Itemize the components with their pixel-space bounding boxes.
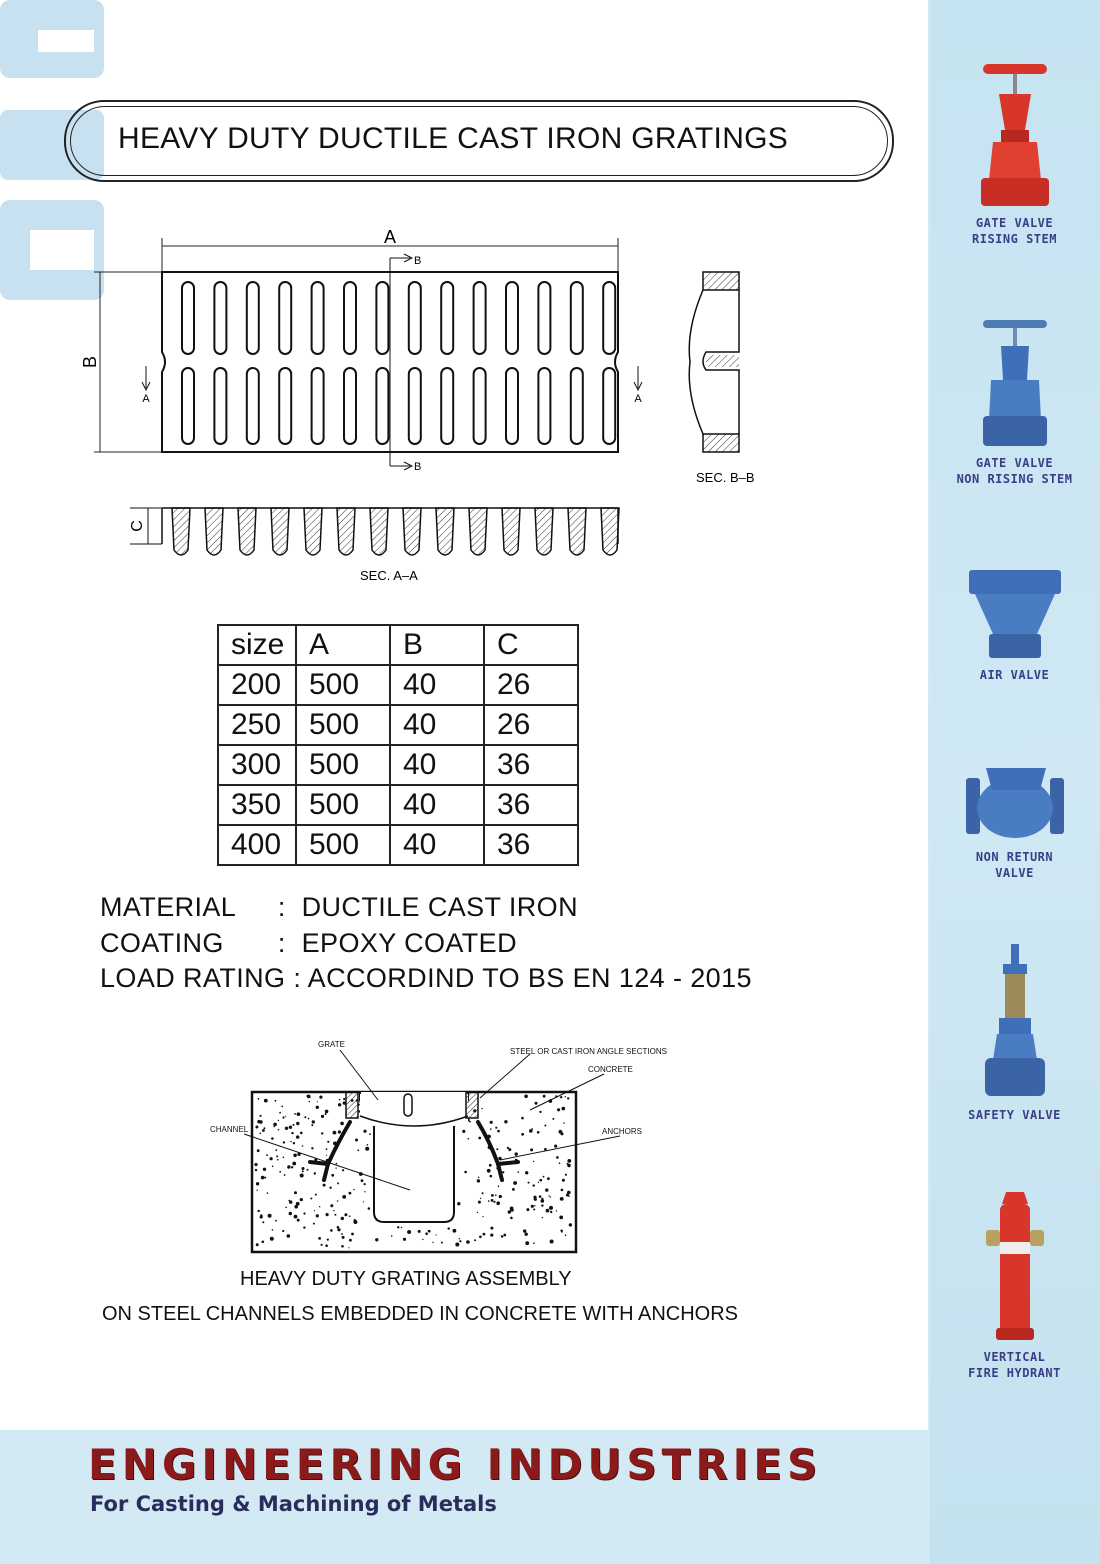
grating-slot	[247, 368, 259, 444]
angle-section-left	[346, 1092, 358, 1118]
table-cell: 36	[484, 785, 578, 825]
product-label: RISING STEM	[972, 232, 1057, 246]
grating-slot	[474, 368, 486, 444]
product-fire-hydrant	[942, 1188, 1087, 1381]
table-header-row	[218, 625, 578, 665]
label-channel: CHANNEL	[210, 1125, 249, 1134]
grating-slot	[279, 368, 291, 444]
property-material	[100, 890, 752, 926]
table-cell: 500	[296, 785, 390, 825]
sec-b-marker-bottom: B	[414, 461, 422, 473]
angle-section-right	[466, 1092, 478, 1118]
table-cell: 40	[390, 705, 484, 745]
grating-slot	[214, 368, 226, 444]
product-label: GATE VALVE	[975, 456, 1054, 470]
table-cell: 400	[218, 825, 296, 865]
property-coating	[100, 926, 752, 962]
property-load-rating	[100, 961, 752, 997]
table-row	[218, 745, 578, 785]
property-value: DUCTILE CAST IRON	[301, 892, 578, 922]
table-cell: 300	[218, 745, 296, 785]
safety-valve-icon	[975, 942, 1055, 1102]
table-row	[218, 705, 578, 745]
property-sep: :	[277, 927, 286, 958]
section-aa-tooth	[370, 508, 388, 555]
sec-aa-label: SEC. A–A	[360, 568, 418, 583]
section-aa-tooth	[535, 508, 553, 555]
grate-bar	[404, 1094, 412, 1116]
property-key: COATING	[100, 927, 224, 958]
table-cell: 500	[296, 665, 390, 705]
grating-slot	[376, 282, 388, 354]
property-sep: :	[293, 963, 302, 993]
sec-a-marker-right: A	[634, 393, 642, 405]
dim-c-label: C	[129, 520, 146, 532]
product-label: AIR VALVE	[979, 668, 1050, 682]
table-cell: 36	[484, 825, 578, 865]
table-cell: 40	[390, 745, 484, 785]
table-header-cell: B	[390, 625, 484, 665]
grating-slot	[344, 282, 356, 354]
product-label: NON RISING STEM	[956, 472, 1073, 486]
table-cell: 500	[296, 825, 390, 865]
grating-slot	[571, 282, 583, 354]
product-label: VERTICAL	[983, 1350, 1046, 1364]
grating-slot	[506, 368, 518, 444]
product-label: VALVE	[995, 866, 1034, 880]
product-label: FIRE HYDRANT	[968, 1366, 1061, 1380]
fire-hydrant-icon	[980, 1188, 1050, 1344]
grating-slot	[312, 282, 324, 354]
non-return-valve-icon	[960, 750, 1070, 844]
assembly-subcaption: ON STEEL CHANNELS EMBEDDED IN CONCRETE WITH ANCHORS	[102, 1303, 739, 1325]
grating-slot	[214, 282, 226, 354]
grating-slot	[279, 282, 291, 354]
sec-a-marker-left: A	[142, 393, 150, 405]
size-table	[217, 624, 579, 866]
table-header-cell: C	[484, 625, 578, 665]
grating-drawing	[0, 0, 930, 600]
label-grate: GRATE	[318, 1040, 345, 1049]
table-header-cell: size	[218, 625, 296, 665]
section-aa-tooth	[436, 508, 454, 555]
table-cell: 200	[218, 665, 296, 705]
dim-a-label: A	[383, 227, 397, 247]
grating-slot	[538, 282, 550, 354]
table-cell: 26	[484, 705, 578, 745]
grating-slot	[344, 368, 356, 444]
grating-slot	[409, 368, 421, 444]
section-aa-tooth	[205, 508, 223, 555]
grating-slot	[506, 282, 518, 354]
section-aa-tooth	[568, 508, 586, 555]
section-aa-profile	[162, 508, 619, 555]
product-safety-valve	[942, 942, 1087, 1123]
grating-slot	[474, 282, 486, 354]
company-name: ENGINEERING INDUSTRIES	[88, 1440, 823, 1489]
sec-bb-label: SEC. B–B	[696, 470, 755, 485]
grating-slot	[182, 282, 194, 354]
material-properties	[100, 890, 752, 997]
grating-slot	[247, 282, 259, 354]
grating-slot	[441, 282, 453, 354]
table-header-cell: A	[296, 625, 390, 665]
grating-slot	[571, 368, 583, 444]
table-row	[218, 825, 578, 865]
property-sep: :	[277, 892, 286, 922]
assembly-caption: HEAVY DUTY GRATING ASSEMBLY	[240, 1268, 572, 1290]
grating-slot	[603, 368, 615, 444]
table-cell: 40	[390, 785, 484, 825]
section-aa-tooth	[601, 508, 619, 555]
grating-slot	[182, 368, 194, 444]
table-cell: 40	[390, 825, 484, 865]
table-cell: 36	[484, 745, 578, 785]
grating-slot	[312, 368, 324, 444]
property-value: EPOXY COATED	[301, 927, 517, 958]
section-aa-tooth	[238, 508, 256, 555]
table-cell: 500	[296, 705, 390, 745]
product-air-valve	[942, 566, 1087, 683]
page-title: HEAVY DUTY DUCTILE CAST IRON GRATINGS	[118, 122, 789, 155]
company-tagline: For Casting & Machining of Metals	[90, 1492, 497, 1516]
product-label: SAFETY VALVE	[968, 1108, 1061, 1122]
product-non-return-valve	[942, 750, 1087, 881]
product-label: GATE VALVE	[975, 216, 1054, 230]
section-aa-tooth	[469, 508, 487, 555]
label-anchors: ANCHORS	[602, 1127, 643, 1136]
property-value: ACCORDIND TO BS EN 124 - 2015	[307, 963, 752, 993]
table-cell: 26	[484, 665, 578, 705]
grating-slot	[409, 282, 421, 354]
section-aa-tooth	[271, 508, 289, 555]
assembly-drawing	[200, 1030, 720, 1260]
product-gate-valve-rising	[942, 60, 1087, 247]
table-cell: 350	[218, 785, 296, 825]
gate-valve-non-rising-stem-icon	[975, 316, 1055, 450]
property-key: MATERIAL	[100, 892, 237, 922]
dimension-b-line	[94, 272, 162, 452]
grating-slot	[603, 282, 615, 354]
grating-slot	[538, 368, 550, 444]
air-valve-icon	[963, 566, 1067, 662]
product-gate-valve-non-rising	[942, 316, 1087, 487]
section-aa-tooth	[304, 508, 322, 555]
table-row	[218, 665, 578, 705]
label-concrete: CONCRETE	[588, 1065, 633, 1074]
label-steel-sections: STEEL OR CAST IRON ANGLE SECTIONS	[510, 1047, 667, 1056]
property-key: LOAD RATING	[100, 963, 286, 993]
section-aa-tooth	[337, 508, 355, 555]
table-cell: 40	[390, 665, 484, 705]
dim-b-label: B	[80, 355, 100, 369]
grating-slot	[441, 368, 453, 444]
section-bb-profile	[689, 272, 739, 452]
section-aa-tooth	[172, 508, 190, 555]
section-aa-tooth	[502, 508, 520, 555]
grating-slot	[376, 368, 388, 444]
table-cell: 250	[218, 705, 296, 745]
gate-valve-rising-stem-icon	[975, 60, 1055, 210]
sec-b-marker-top: B	[414, 255, 422, 267]
table-cell: 500	[296, 745, 390, 785]
section-aa-tooth	[403, 508, 421, 555]
table-row	[218, 785, 578, 825]
product-label: NON RETURN	[975, 850, 1054, 864]
